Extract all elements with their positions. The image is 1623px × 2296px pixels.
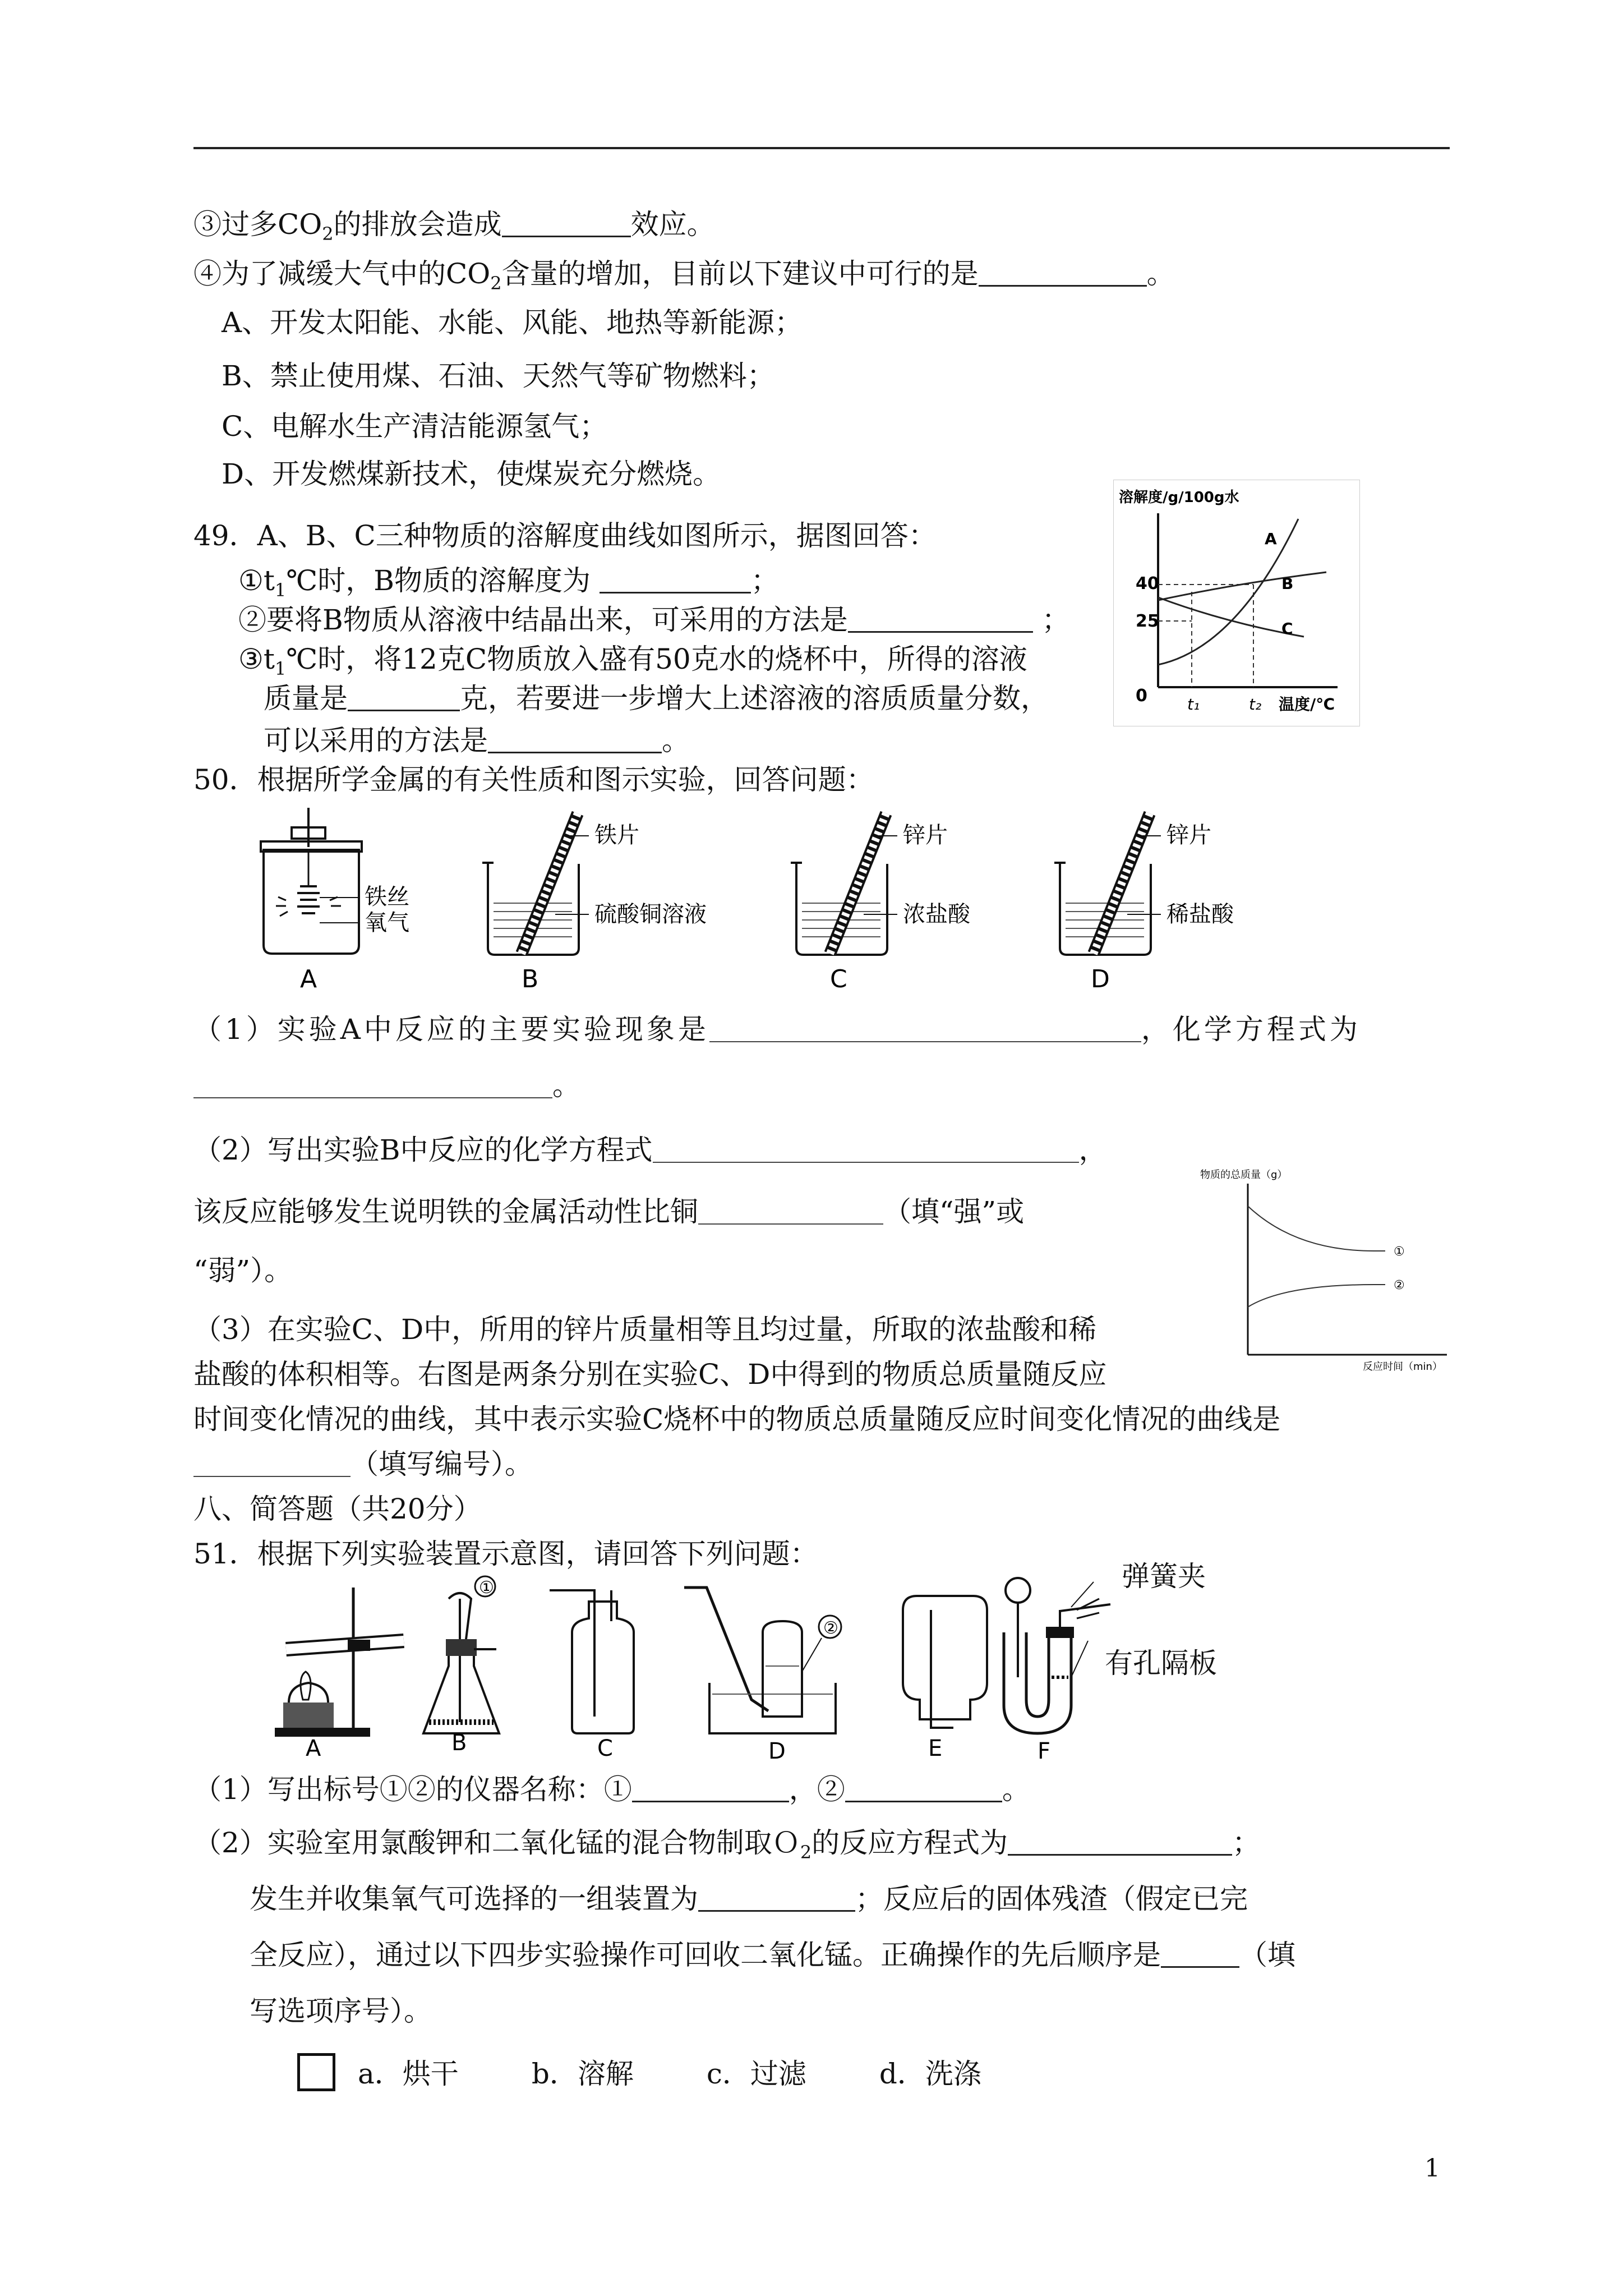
- apparatus-f-u-tube: [1004, 1578, 1110, 1761]
- origin-label: 0: [1136, 686, 1147, 706]
- label-e: E: [928, 1736, 943, 1761]
- op-a: a．烘干: [358, 2058, 459, 2090]
- label-b: B: [522, 965, 539, 993]
- label-spring-clip: 弹簧夹: [1122, 1560, 1206, 1593]
- q50-apparatus-figure: [230, 808, 1267, 999]
- q50-stem: 50．根据所学金属的有关性质和图示实验，回答问题：: [193, 763, 874, 796]
- apparatus-a: [261, 808, 409, 993]
- curve-1: [1248, 1206, 1385, 1251]
- q49-part3: $③t_1℃$时，将12克C物质放入盛有50克水的烧杯中，所得的溶液: [238, 643, 1027, 679]
- q48-option-d: D、开发燃煤新技术，使煤炭充分燃烧。: [222, 458, 721, 490]
- q48-option-a: A、开发太阳能、水能、风能、地热等新能源；: [222, 306, 803, 339]
- q50-sub1-b: 。: [193, 1069, 580, 1102]
- marker-1: ①: [479, 1578, 494, 1598]
- answer-blank[interactable]: [848, 605, 1033, 633]
- q51-sub2-b: 发生并收集氧气可选择的一组装置为 ；反应后的固体残渣（假定已完: [250, 1883, 1248, 1915]
- answer-blank[interactable]: [600, 566, 751, 593]
- q50-sub1: （1）实验A中反应的主要实验现象是 ，化学方程式为: [193, 1013, 1361, 1046]
- answer-blank[interactable]: [979, 259, 1147, 287]
- curve-2: [1248, 1285, 1385, 1307]
- ytick-25: 25: [1136, 611, 1159, 631]
- q49-part3-b: 质量是 克，若要进一步增大上述溶液的溶质质量分数，: [264, 682, 1049, 715]
- apparatus-b-flask: [423, 1576, 499, 1756]
- apparatus-c: [791, 813, 971, 993]
- mass-chart-ylabel: 物质的总质量（g）: [1200, 1169, 1288, 1181]
- label-iron-wire: 铁丝: [365, 884, 409, 910]
- answer-blank[interactable]: [698, 1198, 883, 1225]
- op-d: d．洗涤: [879, 2058, 981, 2090]
- apparatus-b: [482, 813, 707, 993]
- marker-2: ②: [823, 1618, 838, 1638]
- q51-sub2: （2）实验室用氯酸钾和二氧化锰的混合物制取Ｏ$_2$的反应方程式为 ；: [193, 1826, 1261, 1863]
- series-label-c: C: [1281, 619, 1293, 638]
- chart-xlabel: 温度/℃: [1279, 695, 1335, 714]
- op-c: c．过滤: [706, 2058, 806, 2090]
- q50-sub3-b: 盐酸的体积相等。右图是两条分别在实验C、D中得到的物质总质量随反应: [193, 1358, 1107, 1391]
- label-copper-sulfate: 硫酸铜溶液: [594, 901, 707, 927]
- q51-sub1: （1）写出标号①②的仪器名称：① ，② 。: [193, 1773, 1030, 1806]
- answer-blank[interactable]: [845, 1775, 1002, 1802]
- answer-blank[interactable]: [698, 1884, 855, 1912]
- q50-sub3-c: 时间变化情况的曲线，其中表示实验C烧杯中的物质总质量随反应时间变化情况的曲线是: [193, 1403, 1281, 1435]
- answer-blank[interactable]: [488, 726, 662, 753]
- label-zinc-plate-c: 锌片: [903, 822, 948, 848]
- q48-line3: ③过多$CO_2$的排放会造成 效应。: [193, 208, 715, 245]
- label-a: A: [306, 1736, 321, 1761]
- q49-part3-c: 可以采用的方法是 。: [264, 724, 690, 757]
- label-iron-plate: 铁片: [594, 822, 639, 848]
- q48-line4: ④为了减缓大气中的$CO_2$含量的增加，目前以下建议中可行的是 。: [193, 257, 1175, 294]
- curve-2-label: ②: [1394, 1278, 1405, 1292]
- chart-ylabel: 溶解度/g/100g水: [1119, 489, 1239, 506]
- mass-chart-xlabel: 反应时间（min）: [1363, 1361, 1442, 1373]
- label-c: C: [830, 965, 847, 993]
- solubility-chart: [1113, 480, 1360, 726]
- answer-blank[interactable]: [348, 684, 460, 711]
- q48-option-b: B、禁止使用煤、石油、天然气等矿物燃料；: [222, 360, 775, 392]
- q48-option-c: C、电解水生产清洁能源氢气；: [222, 410, 608, 443]
- answer-blank[interactable]: [193, 1071, 552, 1098]
- q49-stem: 49．A、B、C三种物质的溶解度曲线如图所示，据图回答：: [193, 519, 937, 552]
- xtick-t2: t₂: [1249, 695, 1262, 714]
- answer-blank[interactable]: [709, 1015, 1141, 1042]
- apparatus-d-trough: [684, 1588, 841, 1761]
- label-d: D: [1091, 965, 1110, 993]
- section-8-heading: 八、简答题（共20分）: [193, 1493, 482, 1525]
- q51-stem: 51．根据下列实验装置示意图，请回答下列问题：: [193, 1538, 818, 1570]
- label-b: B: [451, 1730, 467, 1756]
- series-label-b: B: [1281, 574, 1294, 593]
- label-c: C: [597, 1736, 613, 1761]
- answer-blank[interactable]: [193, 1450, 351, 1477]
- apparatus-a-heating: [275, 1588, 404, 1761]
- page-number: 1: [1424, 2154, 1440, 2183]
- apparatus-c-bottle: [550, 1590, 634, 1761]
- curve-1-label: ①: [1394, 1245, 1405, 1259]
- q51-sub2-d: 写选项序号）。: [250, 1995, 432, 2027]
- answer-blank[interactable]: [1008, 1828, 1232, 1856]
- label-zinc-plate-d: 锌片: [1166, 822, 1211, 848]
- series-label-a: A: [1265, 530, 1277, 548]
- answer-blank[interactable]: [502, 210, 631, 237]
- xtick-t1: t₁: [1187, 695, 1200, 714]
- label-a: A: [300, 965, 317, 993]
- q49-part2: ②要将B物质从溶液中结晶出来，可采用的方法是 ；: [238, 604, 1070, 636]
- answer-blank[interactable]: [1161, 1940, 1239, 1968]
- mass-time-chart: [1195, 1167, 1453, 1374]
- q51-sub2-c: 全反应），通过以下四步实验操作可回收二氧化锰。正确操作的先后顺序是 （填: [250, 1939, 1295, 1971]
- op-b: b．溶解: [531, 2058, 634, 2090]
- ytick-40: 40: [1136, 574, 1159, 593]
- q50-sub2: （2）写出实验B中反应的化学方程式 ，: [193, 1134, 1107, 1166]
- answer-blank[interactable]: [632, 1775, 789, 1802]
- label-perforated-plate: 有孔隔板: [1105, 1647, 1217, 1680]
- q50-sub2-b: 该反应能够发生说明铁的金属活动性比铜 （填“强”或: [193, 1195, 1025, 1228]
- label-conc-hcl: 浓盐酸: [903, 901, 970, 927]
- label-d: D: [768, 1738, 786, 1761]
- q49-part1: $①t_1℃$时，B物质的溶解度为 ；: [238, 564, 779, 601]
- q51-operations: [297, 2053, 1054, 2091]
- q50-sub2-c: “弱”）。: [193, 1254, 293, 1287]
- checkbox[interactable]: [297, 2053, 335, 2091]
- q50-sub3-a: （3）在实验C、D中，所用的锌片质量相等且均过量，所取的浓盐酸和稀: [193, 1313, 1097, 1346]
- q50-sub3-d: （填写编号）。: [193, 1447, 533, 1481]
- apparatus-d: [1054, 813, 1234, 993]
- answer-blank[interactable]: [653, 1136, 1079, 1163]
- label-dilute-hcl: 稀盐酸: [1166, 901, 1234, 927]
- label-oxygen: 氧气: [365, 910, 409, 936]
- apparatus-e-bottle: [903, 1596, 987, 1761]
- header-rule: [193, 147, 1450, 149]
- label-f: F: [1038, 1738, 1051, 1761]
